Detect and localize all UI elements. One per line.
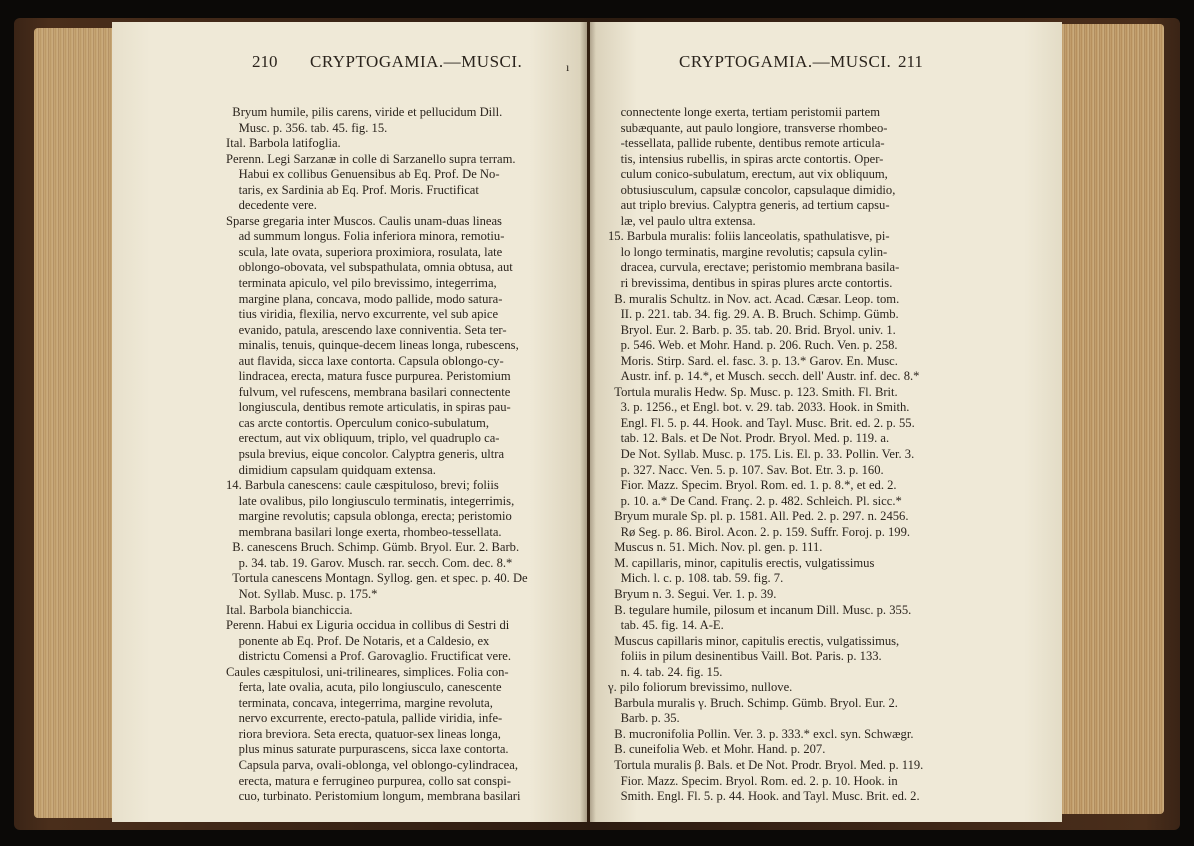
page-edges-right	[1060, 24, 1164, 814]
left-running-head: CRYPTOGAMIA.—MUSCI.	[310, 52, 523, 71]
text-line: oblongo-obovata, vel subspathulata, omnia obtusa, aut	[226, 260, 513, 275]
text-line: Bryum murale Sp. pl. p. 1581. All. Ped. 2. p. 297. n. 2456.	[608, 509, 909, 524]
text-line: Capsula parva, ovali-oblonga, vel oblongo-cylindracea,	[226, 757, 519, 772]
text-line: aut flavida, sicca laxe contorta. Capsula oblongo-cy-	[226, 353, 504, 368]
text-line: Perenn. Legi Sarzanæ in colle di Sarzanello supra terram.	[226, 151, 516, 166]
left-text-column	[226, 105, 572, 805]
text-line: ferta, late ovalia, acuta, pilo longiusculo, canescente	[226, 680, 502, 695]
text-line: p. 546. Web. et Mohr. Hand. p. 206. Ruch. Ven. p. 258.	[608, 338, 898, 353]
text-line: 3. p. 1256., et Engl. bot. v. 29. tab. 2033. Hook. in Smith.	[608, 400, 910, 415]
text-line: Fior. Mazz. Specim. Bryol. Rom. ed. 2. p. 10. Hook. in	[608, 773, 898, 788]
text-line: terminata, concava, integerrima, margine revoluta,	[226, 695, 493, 710]
text-line: cuo, turbinato. Peristomium longum, membrana basilari	[226, 789, 521, 804]
text-line: scula, late ovata, superiora proximiora, rosulata, late	[226, 244, 503, 259]
text-line: Tortula muralis Hedw. Sp. Musc. p. 123. Smith. Fl. Brit.	[608, 384, 898, 399]
text-line: Perenn. Habui ex Liguria occidua in collibus di Sestri di	[226, 618, 510, 633]
text-line: Rø Seg. p. 86. Birol. Acon. 2. p. 159. Suffr. Foroj. p. 199.	[608, 524, 911, 539]
text-line: Not. Syllab. Musc. p. 175.*	[226, 586, 378, 601]
text-line: B. cuneifolia Web. et Mohr. Hand. p. 207.	[608, 742, 826, 757]
text-line: Muscus capillaris minor, capitulis erectis, vulgatissimus,	[608, 633, 900, 648]
text-line: B. muralis Schultz. in Nov. act. Acad. Cæsar. Leop. tom.	[608, 291, 900, 306]
text-line: lindracea, erecta, matura fusce purpurea. Peristomium	[226, 369, 511, 384]
text-line: Fior. Mazz. Specim. Bryol. Rom. ed. 1. p. 8.*, et ed. 2.	[608, 478, 897, 493]
text-line: p. 10. a.* De Cand. Franç. 2. p. 482. Schleich. Pl. sicc.*	[608, 493, 902, 508]
text-line: lo longo terminatis, margine revolutis; capsula cylin-	[608, 244, 888, 259]
text-line: tius viridia, flexilia, nervo excurrente, vel sub apice	[226, 307, 499, 322]
text-line: margine revolutis; capsula oblonga, erecta; peristomio	[226, 509, 512, 524]
text-line: minalis, tenuis, quinque-decem lineas longa, rubescens,	[226, 338, 519, 353]
text-line: Bryum n. 3. Segui. Ver. 1. p. 39.	[608, 586, 777, 601]
text-line: Caules cæspitulosi, uni-trilineares, simplices. Folia con-	[226, 664, 509, 679]
text-line: 14. Barbula canescens: caule cæspituloso, brevi; foliis	[226, 478, 499, 493]
text-line: -tessellata, pallide rubente, dentibus remote articula-	[608, 136, 885, 151]
text-line: cas arcte contortis. Operculum conico-subulatum,	[226, 415, 489, 430]
text-line: culum conico-subulatum, erectum, aut vix obliquum,	[608, 167, 888, 182]
text-line: B. mucronifolia Pollin. Ver. 3. p. 333.* excl. syn. Schwægr.	[608, 726, 914, 741]
text-line: ri brevissima, dentibus in spiras plures arcte contortis.	[608, 276, 893, 291]
text-line: terminata apiculo, vel pilo brevissimo, integerrima,	[226, 276, 497, 291]
text-line: Engl. Fl. 5. p. 44. Hook. and Tayl. Musc. Brit. ed. 2. p. 55.	[608, 415, 915, 430]
text-line: Ital. Barbola bianchiccia.	[226, 602, 353, 617]
text-line: Bryum humile, pilis carens, viride et pellucidum Dill.	[226, 105, 503, 119]
text-line: læ, vel paulo ultra extensa.	[608, 213, 756, 228]
text-line: tab. 12. Bals. et De Not. Prodr. Bryol. Med. p. 119. a.	[608, 431, 890, 446]
text-line: Barb. p. 35.	[608, 711, 680, 726]
text-line: dracea, curvula, erectave; peristomio membrana basila-	[608, 260, 900, 275]
text-line: Ital. Barbola latifoglia.	[226, 136, 341, 151]
text-line: Mich. l. c. p. 108. tab. 59. fig. 7.	[608, 571, 784, 586]
text-line: p. 34. tab. 19. Garov. Musch. rar. secch. Com. dec. 8.*	[226, 555, 513, 570]
text-line: plus minus saturate purpurascens, sicca laxe contorta.	[226, 742, 509, 757]
text-line: p. 327. Nacc. Ven. 5. p. 107. Sav. Bot. Etr. 3. p. 160.	[608, 462, 884, 477]
text-line: Muscus n. 51. Mich. Nov. pl. gen. p. 111.	[608, 540, 823, 555]
text-line: Austr. inf. p. 14.*, et Musch. secch. dell' Austr. inf. dec. 8.*	[608, 369, 920, 384]
right-running-head: CRYPTOGAMIA.—MUSCI.	[679, 52, 892, 71]
text-line: Habui ex collibus Genuensibus ab Eq. Prof. De No-	[226, 167, 500, 182]
text-line: Smith. Engl. Fl. 5. p. 44. Hook. and Tayl. Musc. Brit. ed. 2.	[608, 789, 920, 804]
text-line: longiuscula, dentibus remote articulatis, in spiras pau-	[226, 400, 511, 415]
text-line: obtusiusculum, capsulæ concolor, capsulaque dimidio,	[608, 182, 896, 197]
text-line: tab. 45. fig. 14. A-E.	[608, 618, 724, 633]
text-line: membrana basilari longe exerta, rhombeo-tessellata.	[226, 524, 502, 539]
text-line: decedente vere.	[226, 198, 317, 213]
text-line: B. tegulare humile, pilosum et incanum Dill. Musc. p. 355.	[608, 602, 912, 617]
text-line: II. p. 221. tab. 34. fig. 29. A. B. Bruch. Schimp. Gümb.	[608, 307, 899, 322]
text-line: districtu Comensi a Prof. Garovaglio. Fructificat vere.	[226, 649, 512, 664]
text-line: aut triplo brevius. Calyptra generis, ad tertium capsu-	[608, 198, 890, 213]
text-line: Tortula canescens Montagn. Syllog. gen. et spec. p. 40. De	[226, 571, 528, 586]
text-line: erecta, matura e ferrugineo purpurea, collo sat conspi-	[226, 773, 511, 788]
text-line: tis, intensius rubellis, in spiras arcte contortis. Oper-	[608, 151, 884, 166]
text-line: n. 4. tab. 24. fig. 15.	[608, 664, 723, 679]
text-line: Sparse gregaria inter Muscos. Caulis unam-duas lineas	[226, 213, 502, 228]
text-line: nervo excurrente, erecto-patula, pallide viridia, infe-	[226, 711, 503, 726]
text-line: evanido, patula, arescendo laxe conniventia. Seta ter-	[226, 322, 507, 337]
text-line: late ovalibus, pilo longiusculo terminatis, integerrimis,	[226, 493, 515, 508]
text-line: taris, ex Sardinia ab Eq. Prof. Moris. Fructificat	[226, 182, 479, 197]
text-line: erectum, aut vix obliquum, triplo, vel quadruplo ca-	[226, 431, 500, 446]
book-gutter	[580, 22, 596, 822]
text-line: De Not. Syllab. Musc. p. 175. Lis. El. p. 33. Pollin. Ver. 3.	[608, 447, 915, 462]
text-line: margine plana, concava, modo pallide, modo satura-	[226, 291, 503, 306]
text-line: γ. pilo foliorum brevissimo, nullove.	[608, 680, 793, 695]
text-line: B. canescens Bruch. Schimp. Gümb. Bryol. Eur. 2. Barb.	[226, 540, 520, 555]
text-line: Musc. p. 356. tab. 45. fig. 15.	[226, 120, 388, 135]
text-line: fulvum, vel rufescens, membrana basilari connectente	[226, 384, 511, 399]
text-line: subæquante, aut paulo longiore, transverse rhombeo-	[608, 120, 888, 135]
text-line: Tortula muralis β. Bals. et De Not. Prodr. Bryol. Med. p. 119.	[608, 757, 924, 772]
text-line: connectente longe exerta, tertiam peristomii partem	[608, 105, 881, 119]
page-edges-left	[34, 28, 118, 818]
text-line: M. capillaris, minor, capitulis erectis, vulgatissimus	[608, 555, 875, 570]
text-line: dimidium capsulam quidquam extensa.	[226, 462, 436, 477]
text-line: ad summum longus. Folia inferiora minora, remotiu-	[226, 229, 505, 244]
text-line: riora breviora. Seta erecta, quatuor-sex lineas longa,	[226, 726, 501, 741]
text-line: psula brevius, eique concolor. Calyptra generis, ultra	[226, 447, 505, 462]
text-line: Barbula muralis γ. Bruch. Schimp. Gümb. Bryol. Eur. 2.	[608, 695, 898, 710]
right-page-number: 211	[898, 52, 923, 71]
text-line: foliis in pilum desinentibus Vaill. Bot. Paris. p. 133.	[608, 649, 882, 664]
text-line: Moris. Stirp. Sard. el. fasc. 3. p. 13.* Garov. En. Musc.	[608, 353, 898, 368]
left-page-number: 210	[252, 52, 278, 71]
text-line: Bryol. Eur. 2. Barb. p. 35. tab. 20. Brid. Bryol. univ. 1.	[608, 322, 896, 337]
page-mark: ı	[566, 60, 570, 74]
right-text-column	[608, 105, 953, 805]
text-line: ponente ab Eq. Prof. De Notaris, et a Caldesio, ex	[226, 633, 490, 648]
text-line: 15. Barbula muralis: foliis lanceolatis, spathulatisve, pi-	[608, 229, 890, 244]
